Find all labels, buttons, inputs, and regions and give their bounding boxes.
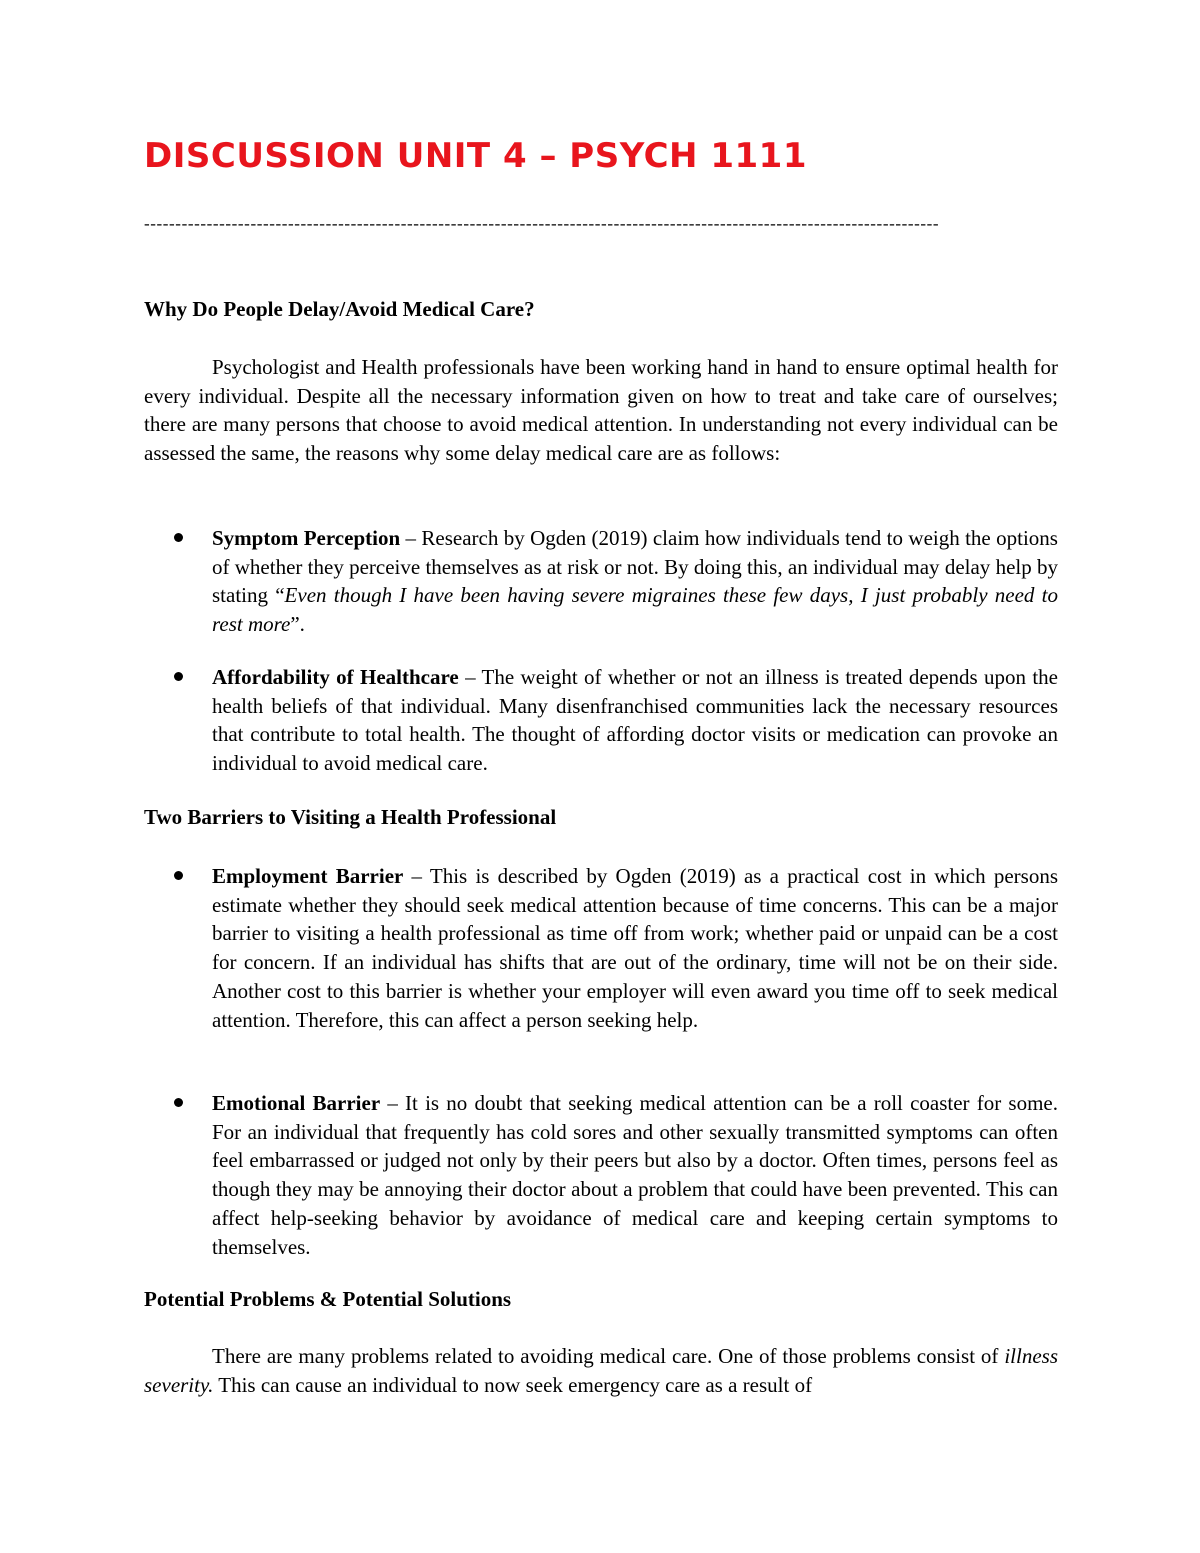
- paragraph-term: illness severity.: [144, 1344, 1058, 1397]
- bullet-text: [212, 1089, 1058, 1261]
- bullet-body: – It is no doubt that seeking medical attention can be a roll coaster for some. For an individual that frequently has cold sores and other sexually transmitted symptoms can often feel embarrassed or judged not only by their peers but also by a doctor. Often times, persons feel as though they may be annoying their doctor about a problem that could have been prevented. This can affect help-seeking behavior by avoidance of medical care and keeping certain symptoms to themselves.: [212, 1091, 1058, 1259]
- bullet-lead: Affordability of Healthcare: [212, 665, 459, 689]
- bullet-body: – Research by Ogden (2019) claim how individuals tend to weigh the options of whether they perceive themselves as at risk or not. By doing this, an individual may delay help by stating “: [212, 526, 1058, 608]
- bullet-text: [212, 524, 1058, 639]
- bullet-quote-end: ”.: [290, 612, 305, 637]
- paragraph-end: This can cause an individual to now seek emergency care as a result of: [213, 1372, 813, 1397]
- intro-paragraph: Psychologist and Health professionals have been working hand in hand to ensure optimal health for every individual. Despite all the necessary information given on how to treat and take care of ourselves; there are many persons that choose to avoid medical attention. In understanding not every individual can be assessed the same, the reasons why some delay medical care are as follows:: [144, 355, 1058, 466]
- problems-paragraph: [144, 1342, 1058, 1399]
- bullet-icon: [174, 672, 183, 681]
- bullet-lead: Employment Barrier: [212, 864, 404, 888]
- section-heading-delay: Why Do People Delay/Avoid Medical Care?: [144, 297, 535, 321]
- section-heading-barriers: Two Barriers to Visiting a Health Professional: [144, 805, 557, 829]
- section-heading-problems-solutions: Potential Problems & Potential Solutions: [144, 1287, 512, 1311]
- bullet-text: [212, 862, 1058, 1034]
- document-title: DISCUSSION UNIT 4 – PSYCH 1111: [144, 136, 807, 176]
- title-divider: -------------------------------------------------------------------------------------------------------------------------------: [144, 214, 940, 233]
- bullet-body: – The weight of whether or not an illness is treated depends upon the health beliefs of that individual. Many disenfranchised communities lack the necessary resources that contribute to total health. The thought of affording doctor visits or medication can provoke an individual to avoid medical care.: [212, 665, 1058, 776]
- bullet-lead: Emotional Barrier: [212, 1091, 381, 1115]
- bullet-icon: [174, 1098, 183, 1107]
- paragraph-start: There are many problems related to avoiding medical care. One of those problems consist of: [212, 1344, 1005, 1368]
- bullet-body: – This is described by Ogden (2019) as a practical cost in which persons estimate whether they should seek medical attention because of time concerns. This can be a major barrier to visiting a health professional as time off from work; whether paid or unpaid can be a cost for concern. If an individual has shifts that are out of the ordinary, time will not be on their side. Another cost to this barrier is whether your employer will even award you time off to seek medical attention. Therefore, this can affect a person seeking help.: [212, 864, 1058, 1032]
- bullet-quote: Even though I have been having severe migraines these few days, I just probably need to rest more: [212, 583, 1058, 637]
- bullet-icon: [174, 871, 183, 880]
- bullet-lead: Symptom Perception: [212, 526, 401, 550]
- bullet-icon: [174, 533, 183, 542]
- bullet-text: [212, 663, 1058, 778]
